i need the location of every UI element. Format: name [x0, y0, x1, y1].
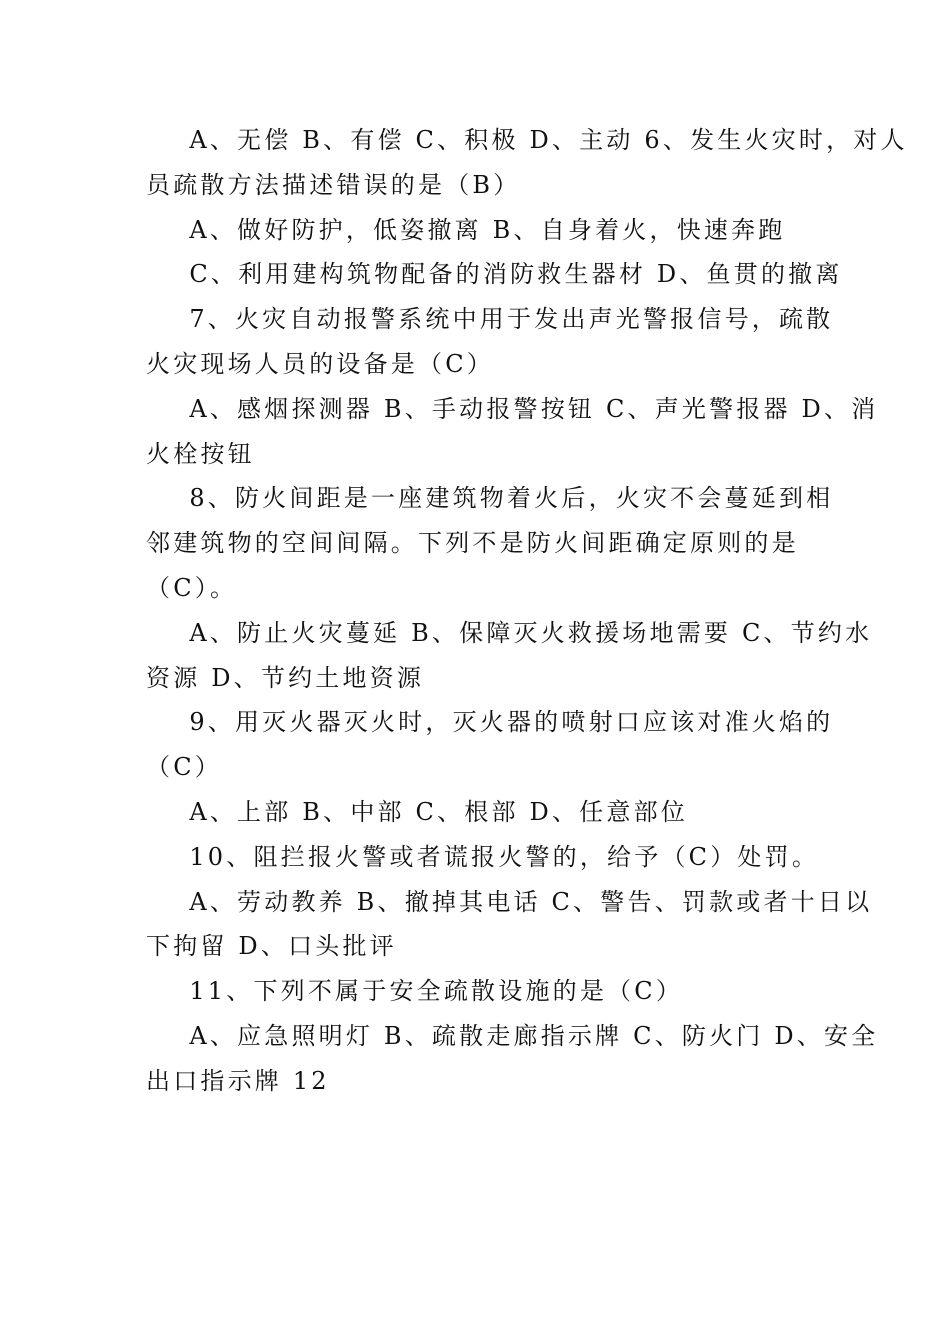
text-line: 7、火灾自动报警系统中用于发出声光警报信号，疏散: [146, 305, 834, 334]
text-line: 火灾现场人员的设备是（C）: [146, 349, 494, 378]
text-line: 资源 D、节约土地资源: [146, 663, 425, 692]
text-line: A、无偿 B、有偿 C、积极 D、主动 6、发生火灾时，对人: [146, 126, 908, 154]
text-line: 火栓按钮: [146, 439, 255, 468]
text-line: （C）。: [146, 573, 238, 602]
text-line: A、感烟探测器 B、手动报警按钮 C、声光警报器 D、消: [146, 394, 879, 423]
text-line: C、利用建构筑物配备的消防救生器材 D、鱼贯的撤离: [146, 260, 843, 289]
text-line: A、应急照明灯 B、疏散走廊指示牌 C、防火门 D、安全: [146, 1021, 879, 1050]
document-body: [146, 118, 908, 1104]
text-line: 员疏散方法描述错误的是（B）: [146, 170, 521, 199]
text-line: 10、阻拦报火警或者谎报火警的，给予（C）处罚。: [146, 842, 820, 871]
text-line: A、上部 B、中部 C、根部 D、任意部位: [146, 797, 688, 826]
text-line: 8、防火间距是一座建筑物着火后，火灾不会蔓延到相: [146, 484, 834, 513]
text-line: 9、用灭火器灭火时，灭火器的喷射口应该对准火焰的: [146, 708, 834, 737]
text-line: 11、下列不属于安全疏散设施的是（C）: [146, 977, 684, 1006]
text-line: （C）: [146, 753, 222, 782]
text-line: 下拘留 D、口头批评: [146, 932, 397, 961]
text-line: A、防止火灾蔓延 B、保障灭火救援场地需要 C、节约水: [146, 618, 873, 647]
text-line: A、做好防护，低姿撤离 B、自身着火，快速奔跑: [146, 215, 786, 244]
text-line: 出口指示牌 12: [146, 1066, 330, 1095]
text-line: 邻建筑物的空间间隔。下列不是防火间距确定原则的是: [146, 529, 799, 558]
text-line: A、劳动教养 B、撤掉其电话 C、警告、罚款或者十日以: [146, 887, 873, 916]
